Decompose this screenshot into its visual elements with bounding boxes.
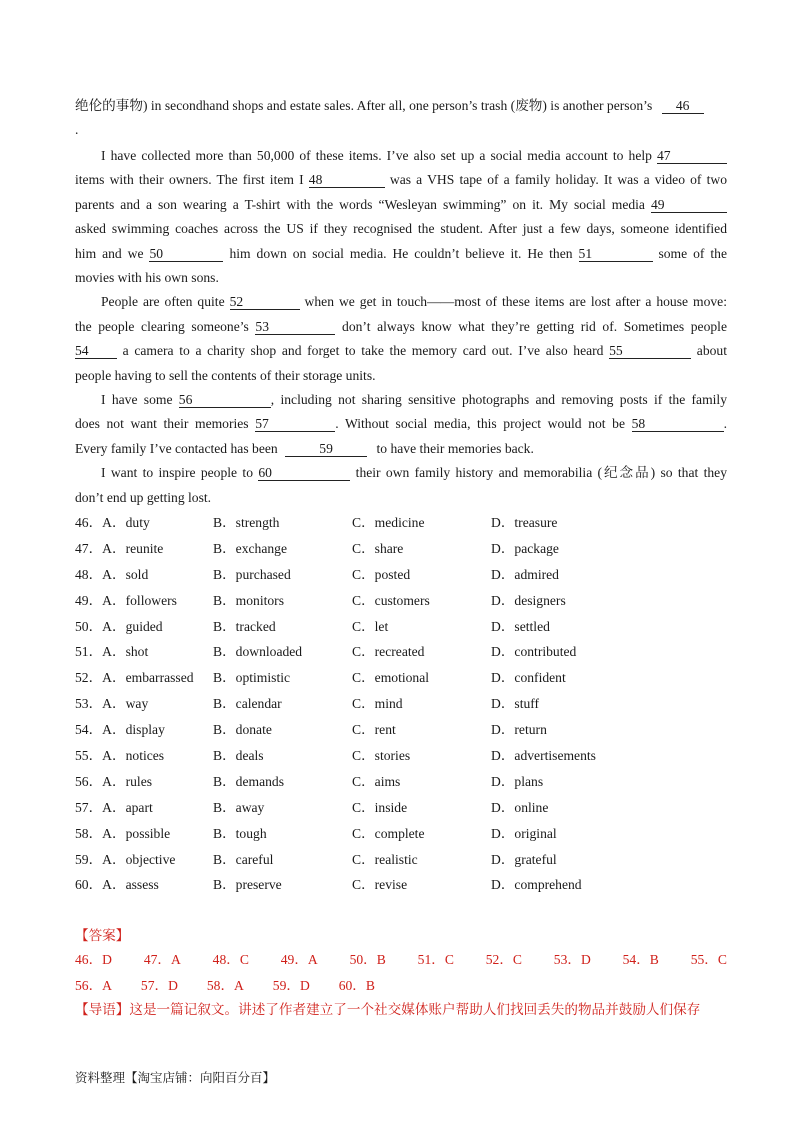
answer-item: 57．D (140, 978, 178, 993)
blank-59: 59 (285, 441, 367, 457)
answer-item: 48．C (212, 952, 249, 967)
answer-guide: 【导语】这是一篇记叙文。讲述了作者建立了一个社交媒体账户帮助人们找回丢失的物品并鼓励人们保存 (75, 1002, 701, 1017)
option-b: B．donate (213, 722, 272, 738)
option-a: 47．A．reunite (75, 540, 164, 556)
option-b: B．away (213, 799, 265, 815)
blank-58: 58 (632, 416, 724, 432)
passage-line-3: I have collected more than 50,000 of these items. I’ve also set up a social media account to help 47 (101, 146, 727, 166)
answer-item: 51．C (417, 952, 454, 967)
answer-item: 52．C (485, 952, 522, 967)
option-b: B．calendar (213, 696, 282, 712)
option-c: C．medicine (352, 515, 425, 530)
option-d: D．return (491, 722, 547, 738)
option-c: C．aims (352, 773, 401, 789)
option-a: 59．A．objective (75, 851, 176, 867)
option-a: 56．A．rules (75, 773, 153, 789)
answer-row-2 (75, 976, 375, 996)
option-d: D．admired (491, 566, 559, 582)
option-b: B．tough (213, 825, 267, 841)
option-b: B．monitors (213, 592, 284, 608)
option-b: B．preserve (213, 877, 282, 893)
footer-source: 资料整理【淘宝店铺：向阳百分百】 (75, 1071, 276, 1085)
answer-item: 54．B (622, 952, 659, 967)
option-b: B．strength (213, 515, 280, 530)
blank-53: 53 (255, 319, 335, 335)
option-c: C．realistic (352, 851, 418, 867)
option-a: 55．A．notices (75, 748, 165, 764)
option-a: 52．A．embarrassed (75, 670, 194, 686)
option-b: B．downloaded (213, 644, 303, 660)
option-c: C．posted (352, 566, 411, 582)
passage-line-5: parents and a son wearing a T-shirt with the words “Wesleyan swimming” on it. My social media 49 (75, 195, 727, 215)
option-d: D．settled (491, 618, 550, 634)
option-d: D．advertisements (491, 748, 596, 764)
answer-item: 55．C (690, 952, 727, 967)
option-c: C．complete (352, 825, 425, 841)
option-a: 49．A．followers (75, 592, 177, 608)
option-c: C．recreated (352, 644, 425, 660)
passage-line-17: don’t end up getting lost. (75, 490, 212, 505)
passage-line-7: him and we 50 him down on social media. He couldn’t believe it. He then 51 some of the (75, 246, 727, 261)
blank-57: 57 (255, 416, 335, 432)
blank-56: 56 (179, 392, 271, 408)
option-a: 54．A．display (75, 722, 165, 738)
option-c: C．stories (352, 748, 411, 764)
option-b: B．tracked (213, 618, 276, 634)
option-d: D．stuff (491, 696, 540, 712)
answer-item: 50．B (349, 952, 386, 967)
blank-49: 49 (651, 197, 727, 213)
option-c: C．share (352, 540, 404, 556)
passage-line-15: Every family I’ve contacted has been 59 to have their memories back. (75, 441, 534, 456)
option-c: C．inside (352, 799, 408, 815)
passage-line-4: items with their owners. The first item I 48 was a VHS tape of a family holiday. It was a video of two (75, 172, 727, 187)
passage-line-14: does not want their memories 57 . Without social media, this project would not be 58 . (75, 416, 727, 431)
blank-54: 54 (75, 343, 117, 359)
option-a: 60．A．assess (75, 877, 159, 893)
option-c: C．revise (352, 877, 408, 893)
option-a: 53．A．way (75, 696, 149, 712)
option-c: C．mind (352, 696, 403, 712)
option-d: D．comprehend (491, 877, 582, 893)
option-b: B．purchased (213, 566, 291, 582)
option-a: 51．A．shot (75, 644, 149, 660)
option-a: 50．A．guided (75, 618, 163, 634)
passage-line-11: 54 a camera to a charity shop and forget to take the memory card out. I’ve also heard 55 about (75, 343, 727, 358)
passage-line-13: I have some 56 , including not sharing sensitive photographs and removing posts if the family (101, 392, 728, 407)
option-a: 46．A．duty (75, 515, 150, 530)
option-d: D．designers (491, 592, 566, 608)
passage-line-16: I want to inspire people to 60 their own family history and memorabilia (纪念品) so that they (101, 465, 727, 480)
answer-item: 59．D (272, 978, 310, 993)
option-c: C．rent (352, 722, 396, 738)
answer-item: 56．A (75, 978, 113, 993)
option-d: D．package (491, 540, 559, 556)
answer-item: 47．A (143, 952, 181, 967)
blank-60: 60 (258, 465, 350, 481)
passage-line-1: 绝伦的事物) in secondhand shops and estate sales. After all, one person’s trash (废物) is another person’s 46 (75, 96, 727, 116)
passage-line-9: People are often quite 52 when we get in touch——most of these items are lost after a house move: (101, 294, 727, 309)
blank-48: 48 (309, 172, 385, 188)
option-d: D．online (491, 799, 549, 815)
option-d: D．grateful (491, 851, 557, 867)
passage-line-12: people having to sell the contents of their storage units. (75, 368, 376, 383)
option-b: B．careful (213, 851, 274, 867)
option-a: 58．A．possible (75, 825, 171, 841)
blank-47: 47 (657, 148, 727, 164)
option-d: D．treasure (491, 515, 558, 530)
option-d: D．original (491, 825, 557, 841)
blank-50: 50 (149, 246, 223, 262)
answer-item: 46．D (75, 952, 113, 967)
blank-55: 55 (609, 343, 691, 359)
option-a: 57．A．apart (75, 799, 153, 815)
answer-item: 53．D (553, 952, 591, 967)
option-d: D．plans (491, 773, 544, 789)
blank-51: 51 (579, 246, 653, 262)
blank-46: 46 (662, 98, 704, 114)
answer-item: 49．A (280, 952, 318, 967)
passage-line-8: movies with his own sons. (75, 270, 219, 285)
blank-52: 52 (230, 294, 300, 310)
answer-heading: 【答案】 (75, 928, 130, 943)
option-b: B．deals (213, 748, 264, 764)
option-d: D．contributed (491, 644, 577, 660)
option-d: D．confident (491, 670, 566, 686)
option-b: B．optimistic (213, 670, 291, 686)
option-c: C．let (352, 618, 389, 634)
option-c: C．customers (352, 592, 430, 608)
option-b: B．demands (213, 773, 284, 789)
passage-line-10: the people clearing someone’s 53 don’t always know what they’re getting rid of. Sometimes people (75, 319, 727, 334)
answer-item: 58．A (206, 978, 244, 993)
option-a: 48．A．sold (75, 566, 149, 582)
answer-row-1 (75, 950, 727, 970)
passage-line-6: asked swimming coaches across the US if they recognised the student. After just a few days, someone identified (75, 221, 727, 236)
option-c: C．emotional (352, 670, 430, 686)
answer-item: 60．B (338, 978, 375, 993)
option-b: B．exchange (213, 540, 287, 556)
passage-line-2: . (75, 122, 79, 137)
